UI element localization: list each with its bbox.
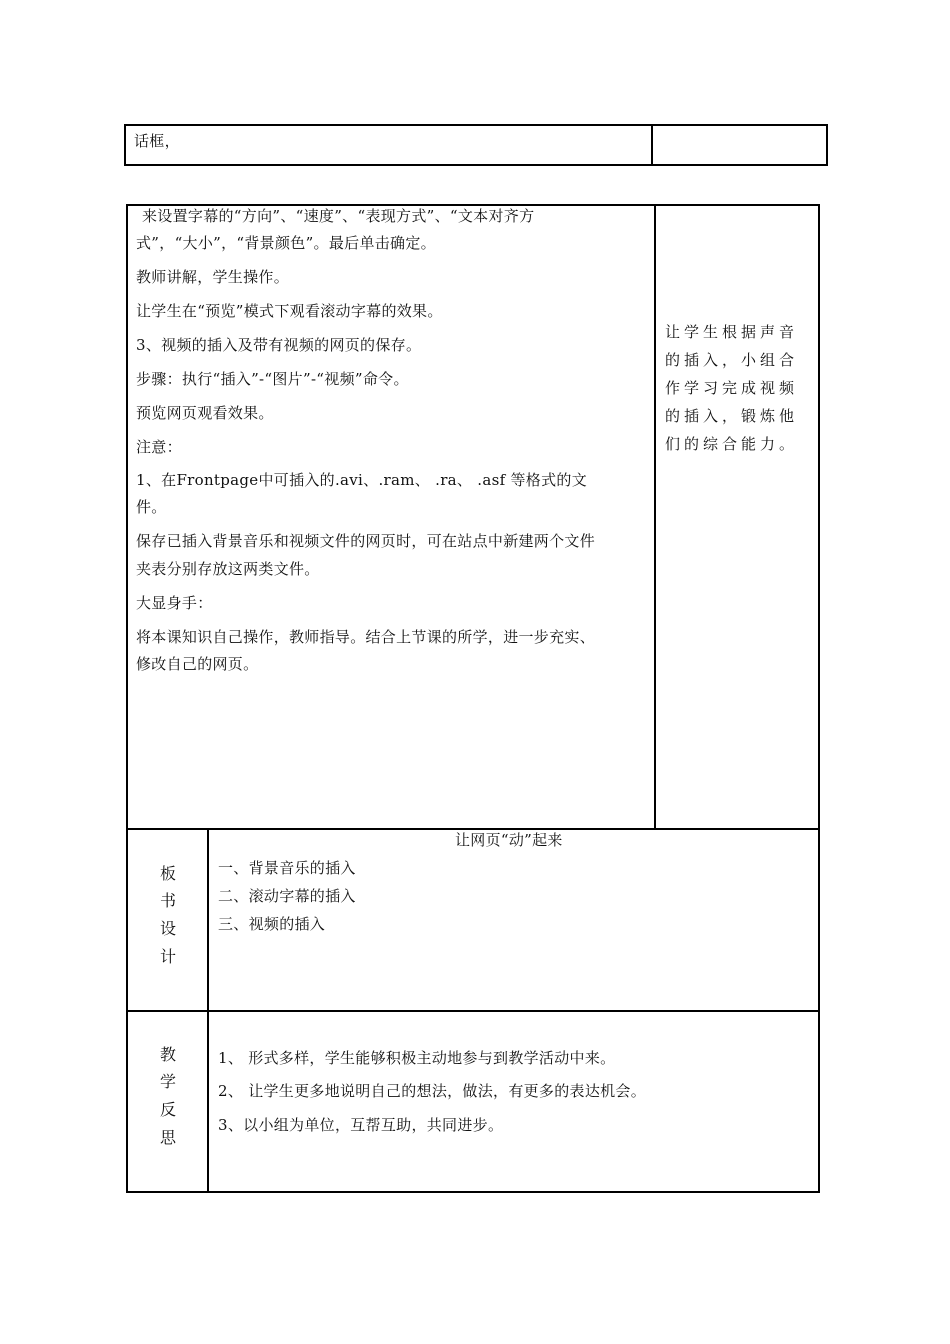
- label-column-divider: [207, 829, 209, 1192]
- board-label-char: 板: [160, 864, 177, 883]
- reflection-label-char: 反: [160, 1100, 177, 1119]
- reflection-label-char: 教: [160, 1045, 177, 1064]
- content-line: 夹表分别存放这两类文件。: [136, 560, 320, 578]
- content-line: 步骤：执行“插入”-“图片”-“视频”命令。: [136, 370, 409, 388]
- top-table: [124, 124, 828, 166]
- reflection-label-char: 思: [160, 1128, 177, 1147]
- reflection-item: 1、 形式多样，学生能够积极主动地参与到教学活动中来。: [218, 1049, 616, 1067]
- content-line: 来设置字幕的“方向”、“速度”、“表现方式”、“文本对齐方: [142, 207, 535, 225]
- content-line: 教师讲解，学生操作。: [136, 268, 290, 286]
- board-label-char: 设: [160, 919, 177, 938]
- reflection-top-border: [126, 1010, 820, 1012]
- reflection-item: 3、以小组为单位，互帮互助，共同进步。: [218, 1116, 504, 1134]
- content-line: 预览网页观看效果。: [136, 404, 274, 422]
- board-design-item: 二、滚动字幕的插入: [218, 887, 356, 905]
- content-line: 注意：: [136, 438, 182, 456]
- content-line: 将本课知识自己操作，教师指导。结合上节课的所学，进一步充实、: [136, 628, 596, 646]
- reflection-item: 2、 让学生更多地说明自己的想法，做法，有更多的表达机会。: [218, 1082, 647, 1100]
- main-content-divider: [654, 206, 656, 829]
- content-line: 修改自己的网页。: [136, 655, 259, 673]
- board-design-title: 让网页“动”起来: [455, 831, 563, 849]
- content-line: 式”，“大小”，“背景颜色”。最后单击确定。: [136, 234, 436, 252]
- reflection-label-char: 学: [160, 1072, 177, 1091]
- content-line: 3、视频的插入及带有视频的网页的保存。: [136, 336, 422, 354]
- top-table-text: 话框，: [134, 132, 180, 150]
- content-line: 1、在Frontpage中可插入的.avi、.ram、 .ra、 .asf 等格式的文: [136, 471, 587, 489]
- board-design-item: 一、背景音乐的插入: [218, 859, 356, 877]
- content-line: 件。: [136, 498, 167, 516]
- board-design-item: 三、视频的插入: [218, 915, 326, 933]
- board-label-char: 书: [160, 891, 177, 910]
- content-line: 大显身手：: [136, 594, 213, 612]
- top-table-divider: [651, 124, 653, 166]
- side-note: 让学生根据声音的插入，小组合作学习完成视频的插入，锻炼他们的综合能力。: [665, 323, 799, 453]
- content-line: 保存已插入背景音乐和视频文件的网页时，可在站点中新建两个文件: [136, 532, 596, 550]
- content-line: 让学生在“预览”模式下观看滚动字幕的效果。: [136, 302, 443, 320]
- board-label-char: 计: [160, 947, 177, 966]
